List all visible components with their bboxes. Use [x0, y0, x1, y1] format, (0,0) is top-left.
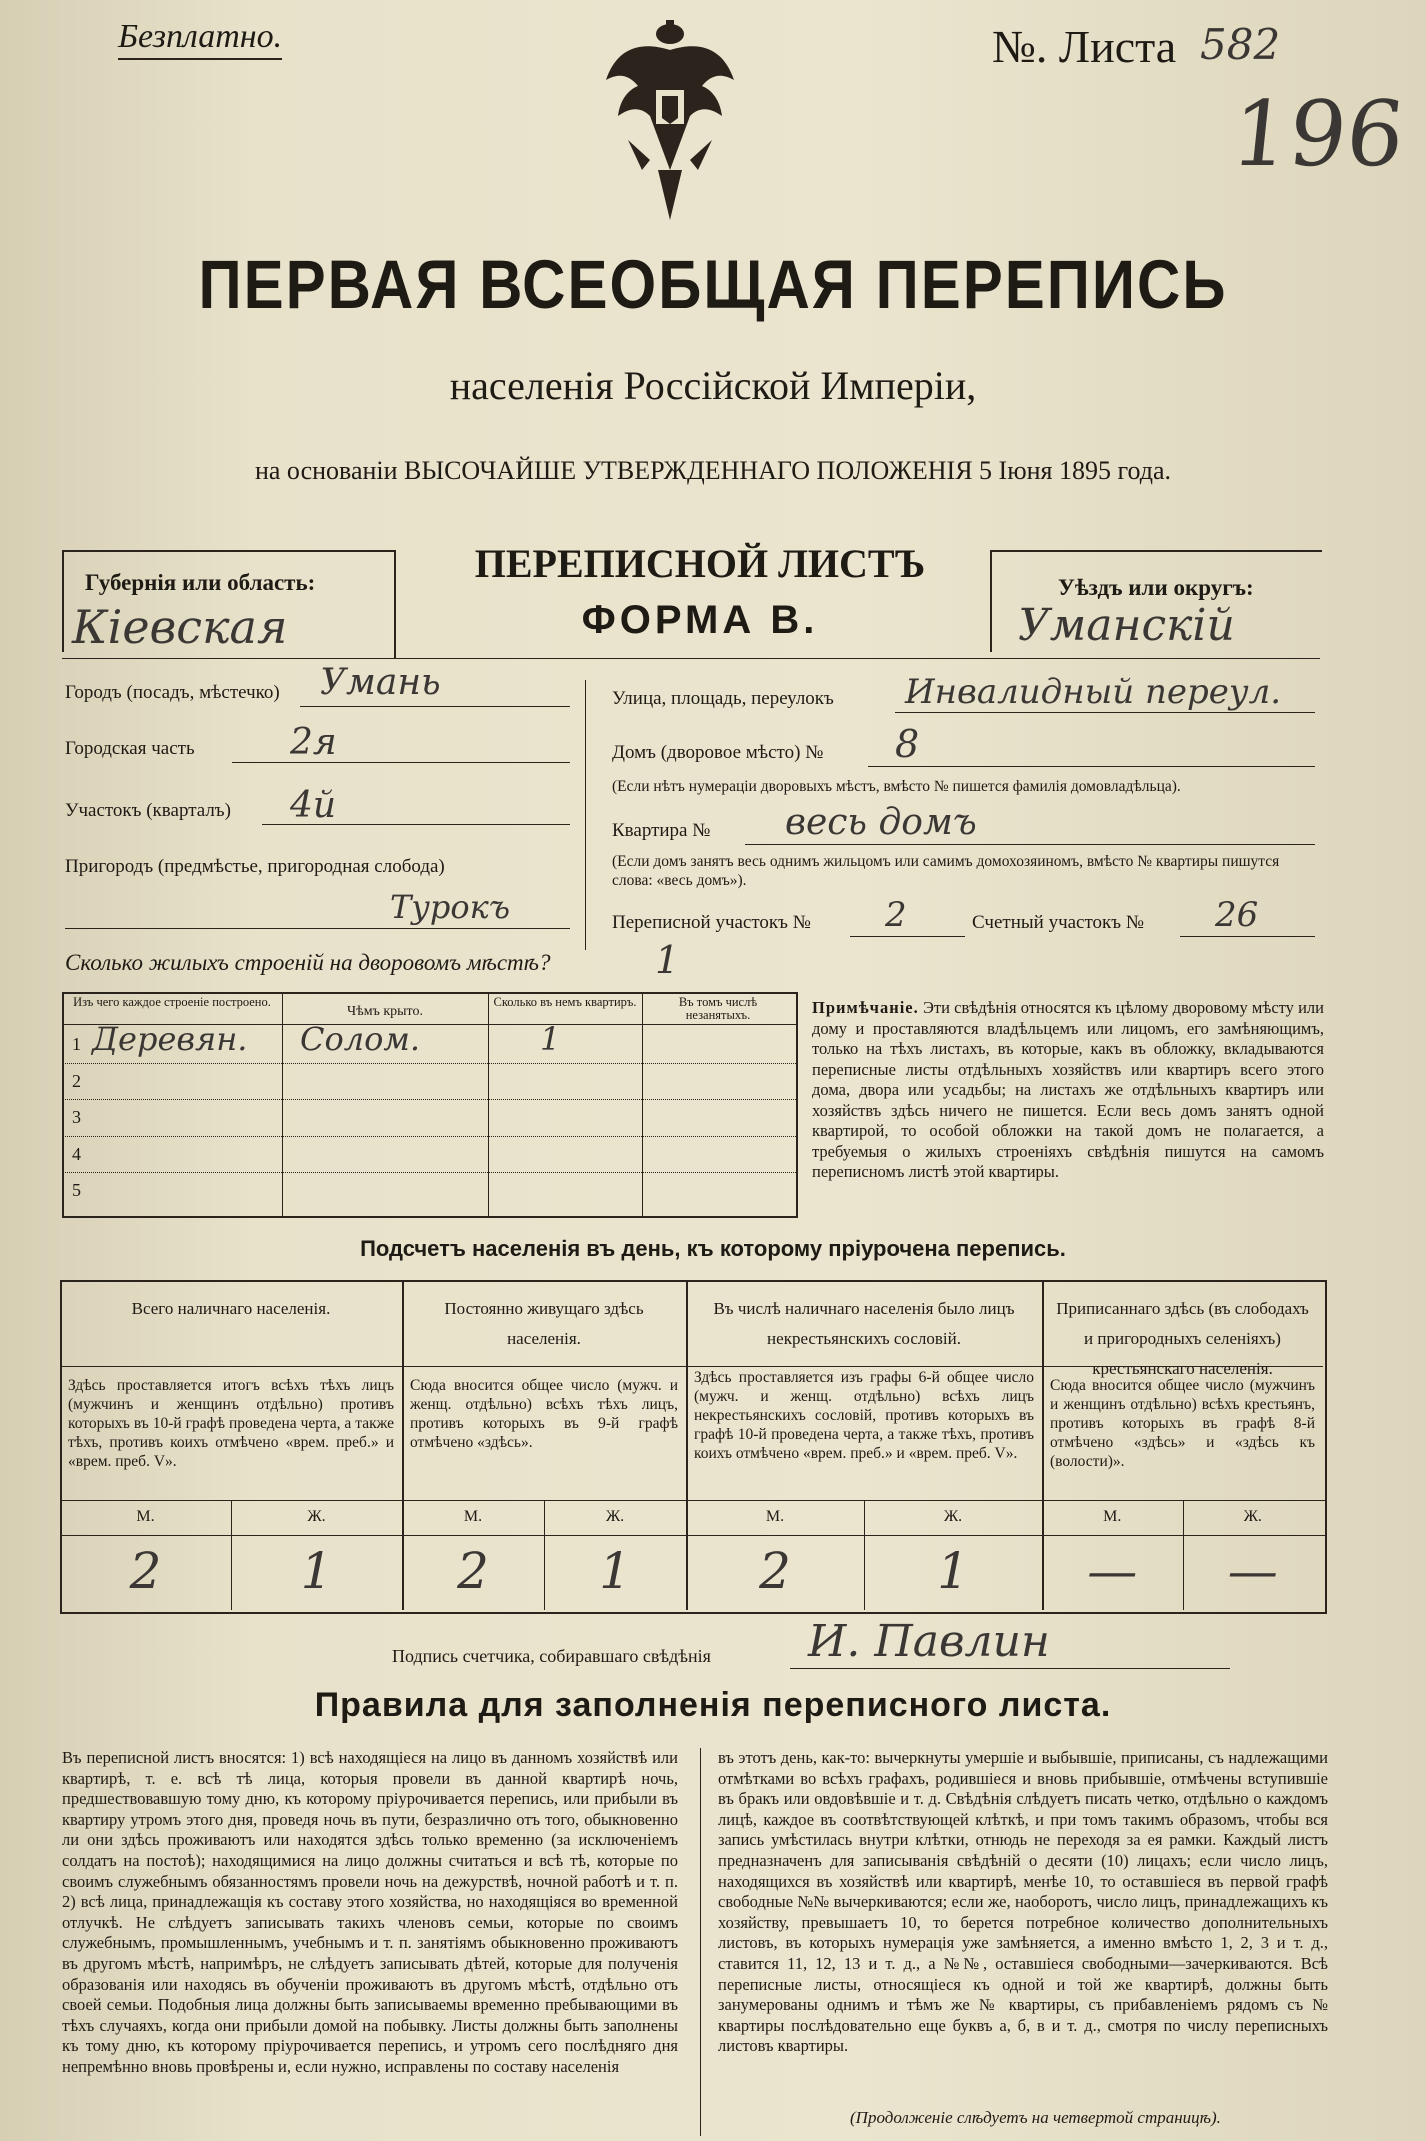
- tally-column-desc: Сюда вносится общее число (мужч. и женщ. отдѣльно) всѣхъ тѣхъ лицъ, противъ которыхъ въ 9-й графѣ отмѣчено «здѣсь».: [410, 1377, 678, 1451]
- sheet-number-handwritten: 582: [1200, 20, 1281, 69]
- tally-female-label: Ж.: [307, 1508, 326, 1525]
- tally-title: Подсчетъ населенія въ день, къ которому пріурочена перепись.: [360, 1236, 1066, 1261]
- tally-female-value[interactable]: 1: [937, 1542, 969, 1600]
- gubernia-label: Губернія или область:: [85, 570, 316, 595]
- district-value[interactable]: 4й: [290, 785, 337, 826]
- part-label: Городская часть: [65, 738, 195, 759]
- suburb-label: Пригородъ (предмѣстье, пригородная слобода): [65, 856, 445, 877]
- legal-basis: на основаніи ВЫСОЧАЙШЕ УТВЕРЖДЕННАГО ПОЛОЖЕНІЯ 5 Іюня 1895 года.: [254, 456, 1172, 485]
- tally-male-label: М.: [463, 1508, 483, 1525]
- census-area-value[interactable]: 2: [885, 895, 907, 935]
- tally-male-value[interactable]: —: [1087, 1542, 1138, 1600]
- buildings-header-roof: Чѣмъ крыто.: [347, 1004, 423, 1019]
- buildings-row-apts[interactable]: 1: [540, 1020, 561, 1058]
- street-label: Улица, площадь, переулокъ: [612, 688, 834, 709]
- tally-female-label: Ж.: [1243, 1508, 1262, 1525]
- count-area-value[interactable]: 26: [1215, 895, 1259, 935]
- tally-female-value[interactable]: —: [1227, 1542, 1278, 1600]
- gubernia-value[interactable]: Кіевская: [72, 600, 288, 654]
- part-value[interactable]: 2я: [290, 722, 337, 763]
- district-label: Участокъ (кварталъ): [65, 800, 231, 821]
- free-label: Безплатно.: [118, 18, 282, 60]
- tally-female-label: Ж.: [943, 1508, 963, 1525]
- house-label: Домъ (дворовое мѣсто) №: [612, 742, 824, 763]
- sheet-number-label: №. Листа: [992, 21, 1177, 72]
- tally-column-head: Приписаннаго здѣсь (въ слободахъ и пригородныхъ селеніяхъ) крестьянскаго населенія.: [1056, 1299, 1309, 1378]
- signature-value[interactable]: И. Павлин: [808, 1616, 1050, 1667]
- uezd-label: Уѣздъ или округъ:: [1058, 575, 1254, 600]
- list-title: ПЕРЕПИСНОЙ ЛИСТЪ: [474, 541, 926, 586]
- rules-continued: (Продолженіе слѣдуетъ на четвертой страницѣ).: [850, 2108, 1221, 2127]
- buildings-header-vacant: Въ томъ числѣ незанятыхъ.: [678, 995, 758, 1022]
- form-name: ФОРМА В.: [581, 598, 819, 642]
- buildings-row-number: 1: [72, 1034, 81, 1054]
- census-area-label: Переписной участокъ №: [612, 912, 811, 933]
- page-subtitle: населенія Россійской Имперіи,: [449, 363, 977, 408]
- tally-male-label: М.: [1103, 1508, 1122, 1525]
- tally-female-value[interactable]: 1: [599, 1542, 631, 1600]
- tally-column-head: Всего наличнаго населенія.: [131, 1299, 331, 1318]
- house-note: (Если нѣтъ нумераціи дворовыхъ мѣстъ, вмѣсто № пишется фамилія домовладѣльца).: [612, 778, 1181, 795]
- apartment-label: Квартира №: [612, 820, 711, 841]
- archive-number: 196: [1226, 82, 1410, 187]
- buildings-row-number: 4: [72, 1143, 81, 1164]
- tally-male-value[interactable]: 2: [457, 1542, 489, 1600]
- tally-male-value[interactable]: 2: [759, 1542, 791, 1600]
- suburb-value[interactable]: Турокъ: [390, 888, 511, 926]
- apartment-value[interactable]: весь домъ: [785, 802, 977, 843]
- tally-male-label: М.: [136, 1508, 155, 1525]
- tally-female-value[interactable]: 1: [300, 1542, 333, 1600]
- buildings-row-roof[interactable]: Солом.: [300, 1020, 421, 1058]
- tally-column-desc: Сюда вносится общее число (мужчинъ и женщинъ отдѣльно) всѣхъ крестьянъ, противъ которыхъ въ графѣ 8-й отмѣчено «здѣсь» и «здѣсь къ (волости)».: [1050, 1377, 1315, 1470]
- city-label: Городъ (посадъ, мѣстечко): [65, 682, 280, 703]
- signature-label: Подпись счетчика, собиравшаго свѣдѣнія: [392, 1646, 711, 1666]
- tally-column-desc: Здѣсь проставляется изъ графы 6-й общее число (мужч. и женщ. отдѣльно) всѣхъ лицъ некрестьянскихъ сословій, противъ которыхъ въ графѣ 10-й проведена черта, а также тѣхъ, противъ коихъ отмѣчено «врем. преб.» и «врем. преб. V».: [694, 1369, 1034, 1462]
- house-value[interactable]: 8: [895, 722, 920, 766]
- buildings-answer[interactable]: 1: [655, 938, 680, 982]
- rules-left-column: Въ переписной листъ вносятся: 1) всѣ находящіеся на лицо въ данномъ хозяйствѣ или квартирѣ, т. е. всѣ тѣ лица, которыя провели въ данной квартирѣ ночь, предшествовавшую тому дню, къ которому пріурочивается перепись, или прибыли въ квартиру утромъ этого дня, проведя ночь въ пути, безразлично отъ того, обыкновенно ли они здѣсь проживаютъ или находятся здѣсь только временно (за исключеніемъ солдатъ на постоѣ); находящимися на лицо должны считаться и всѣ тѣ, которые по своимъ служебнымъ обязанностямъ провели ночь на дежурствѣ, ночной работѣ и т. п. 2) всѣ лица, принадлежащія къ составу этого хозяйства, но находящіяся во временной отлучкѣ. Не слѣдуетъ записывать такихъ членовъ семьи, которые по своимъ служебнымъ, промышленнымъ, учебнымъ и т. п. занятіямъ обыкновенно проживаютъ въ другомъ мѣстѣ, напримѣръ, не слѣдуетъ записывать дѣтей, которые для полученія образованія или находясь въ обученіи проживаютъ въ другомъ мѣстѣ, отдѣльно отъ своей семьи. Подобныя лица должны быть записываемы временно пребывающими въ тѣхъ случаяхъ, когда они прибыли домой на побывку. Листы должны быть заполнены къ тому дню, къ которому пріурочивается перепись, и утромъ сего послѣдняго дня непремѣнно вновь провѣрены и, если нужно, исправлены по составу населенія: [62, 1748, 678, 2076]
- buildings-header-apts: Сколько въ немъ квартиръ.: [493, 995, 637, 1009]
- buildings-note: [812, 998, 1324, 1183]
- buildings-row-number: 5: [72, 1180, 81, 1200]
- buildings-note-title: Примѣчаніе.: [812, 998, 919, 1017]
- tally-column-desc: Здѣсь проставляется итогъ всѣхъ тѣхъ лицъ (мужчинъ и женщинъ отдѣльно) противъ которыхъ въ 10-й графѣ проведена черта, а также тѣхъ, противъ коихъ отмѣчено «врем. преб.» и «врем. преб. V».: [68, 1377, 394, 1470]
- city-value[interactable]: Умань: [320, 662, 441, 703]
- tally-column-head: Постоянно живущаго здѣсь населенія.: [444, 1299, 644, 1348]
- tally-male-label: М.: [765, 1508, 785, 1525]
- tally-column-head: Въ числѣ наличнаго населенія было лицъ некрестьянскихъ сословій.: [713, 1299, 1015, 1348]
- buildings-note-text: Эти свѣдѣнія относятся къ цѣлому дворовому мѣсту или дому и проставляются владѣльцемъ или лицомъ, его замѣняющимъ, только на тѣхъ листахъ, въ которые, какъ въ обложку, вкладываются переписные листы отдѣльныхъ хозяйствъ или квартиръ всего этого дома, двора или усадьбы; на листахъ же отдѣльныхъ квартиръ или хозяйствъ здѣсь ничего не пишется. Если весь домъ занятъ одной квартирой, то особой обложки на такой домъ не полагается, а требуемыя о жилыхъ строеніяхъ свѣдѣнія пишутся на самомъ переписномъ листѣ этой квартиры.: [812, 998, 1324, 1181]
- buildings-row-material[interactable]: Деревян.: [92, 1020, 248, 1058]
- uezd-value[interactable]: Уманскій: [1018, 600, 1235, 651]
- rules-title: Правила для заполненія переписного листа.: [314, 1686, 1112, 1724]
- tally-female-label: Ж.: [605, 1508, 625, 1525]
- buildings-row-number: 2: [72, 1070, 81, 1091]
- double-headed-eagle-icon: [598, 20, 743, 225]
- count-area-label: Счетный участокъ №: [972, 912, 1144, 933]
- page-title: ПЕРВАЯ ВСЕОБЩАЯ ПЕРЕПИСЬ: [198, 245, 1228, 324]
- buildings-question: Сколько жилыхъ строеній на дворовомъ мѣстѣ?: [65, 950, 551, 975]
- street-value[interactable]: Инвалидный переул.: [905, 672, 1282, 712]
- buildings-header-material: Изъ чего каждое строеніе построено.: [73, 995, 271, 1009]
- buildings-row-number: 3: [72, 1107, 81, 1127]
- tally-male-value[interactable]: 2: [129, 1542, 162, 1600]
- rules-right-column: въ этотъ день, как-то: вычеркнуты умершіе и выбывшіе, приписаны, съ надлежащими отмѣтками во всѣхъ графахъ, родившіеся и вновь прибывшіе, отмѣчены вступившіе въ бракъ или овдовѣвшіе и т. д. Свѣдѣнія слѣдуетъ писать четко, отдѣльно о каждомъ лицѣ, каждое въ соотвѣтствующей клѣткѣ, и при томъ такимъ образомъ, чтобы вся запись умѣстилась внутри клѣтки, отнюдь не переходя за ея рамки. Каждый листъ предназначенъ для записыванія свѣдѣній о десяти (10) лицахъ; если число лицъ, находящихся въ хозяйствѣ или квартирѣ, менѣе 10, то оставшіеся въ первой графѣ свободные №№ вычеркиваются; если же, наоборотъ, число лицъ, принадлежащихъ къ хозяйству, превышаетъ 10, то берется потребное количество дополнительныхъ листовъ, въ которыхъ нумерація уже замѣняется, а именно вмѣсто 1, 2, 3 и т. д., ставится 11, 12, 13 и т. д., а №№, оставшіеся свободными—зачеркиваются. Всѣ переписные листы, относящіеся къ одной и той же квартирѣ, должны быть занумерованы однимъ и тѣмъ же № квартиры, съ прибавленіемъ рядомъ съ № квартиры послѣдовательно еще буквъ а, б, в и т. д., смотря по числу переписныхъ листовъ квартиры.: [718, 1748, 1328, 2056]
- apartment-note: (Если домъ занятъ весь однимъ жильцомъ или самимъ домохозяиномъ, вмѣсто № квартиры пишутся слова: «весь домъ»).: [612, 853, 1280, 889]
